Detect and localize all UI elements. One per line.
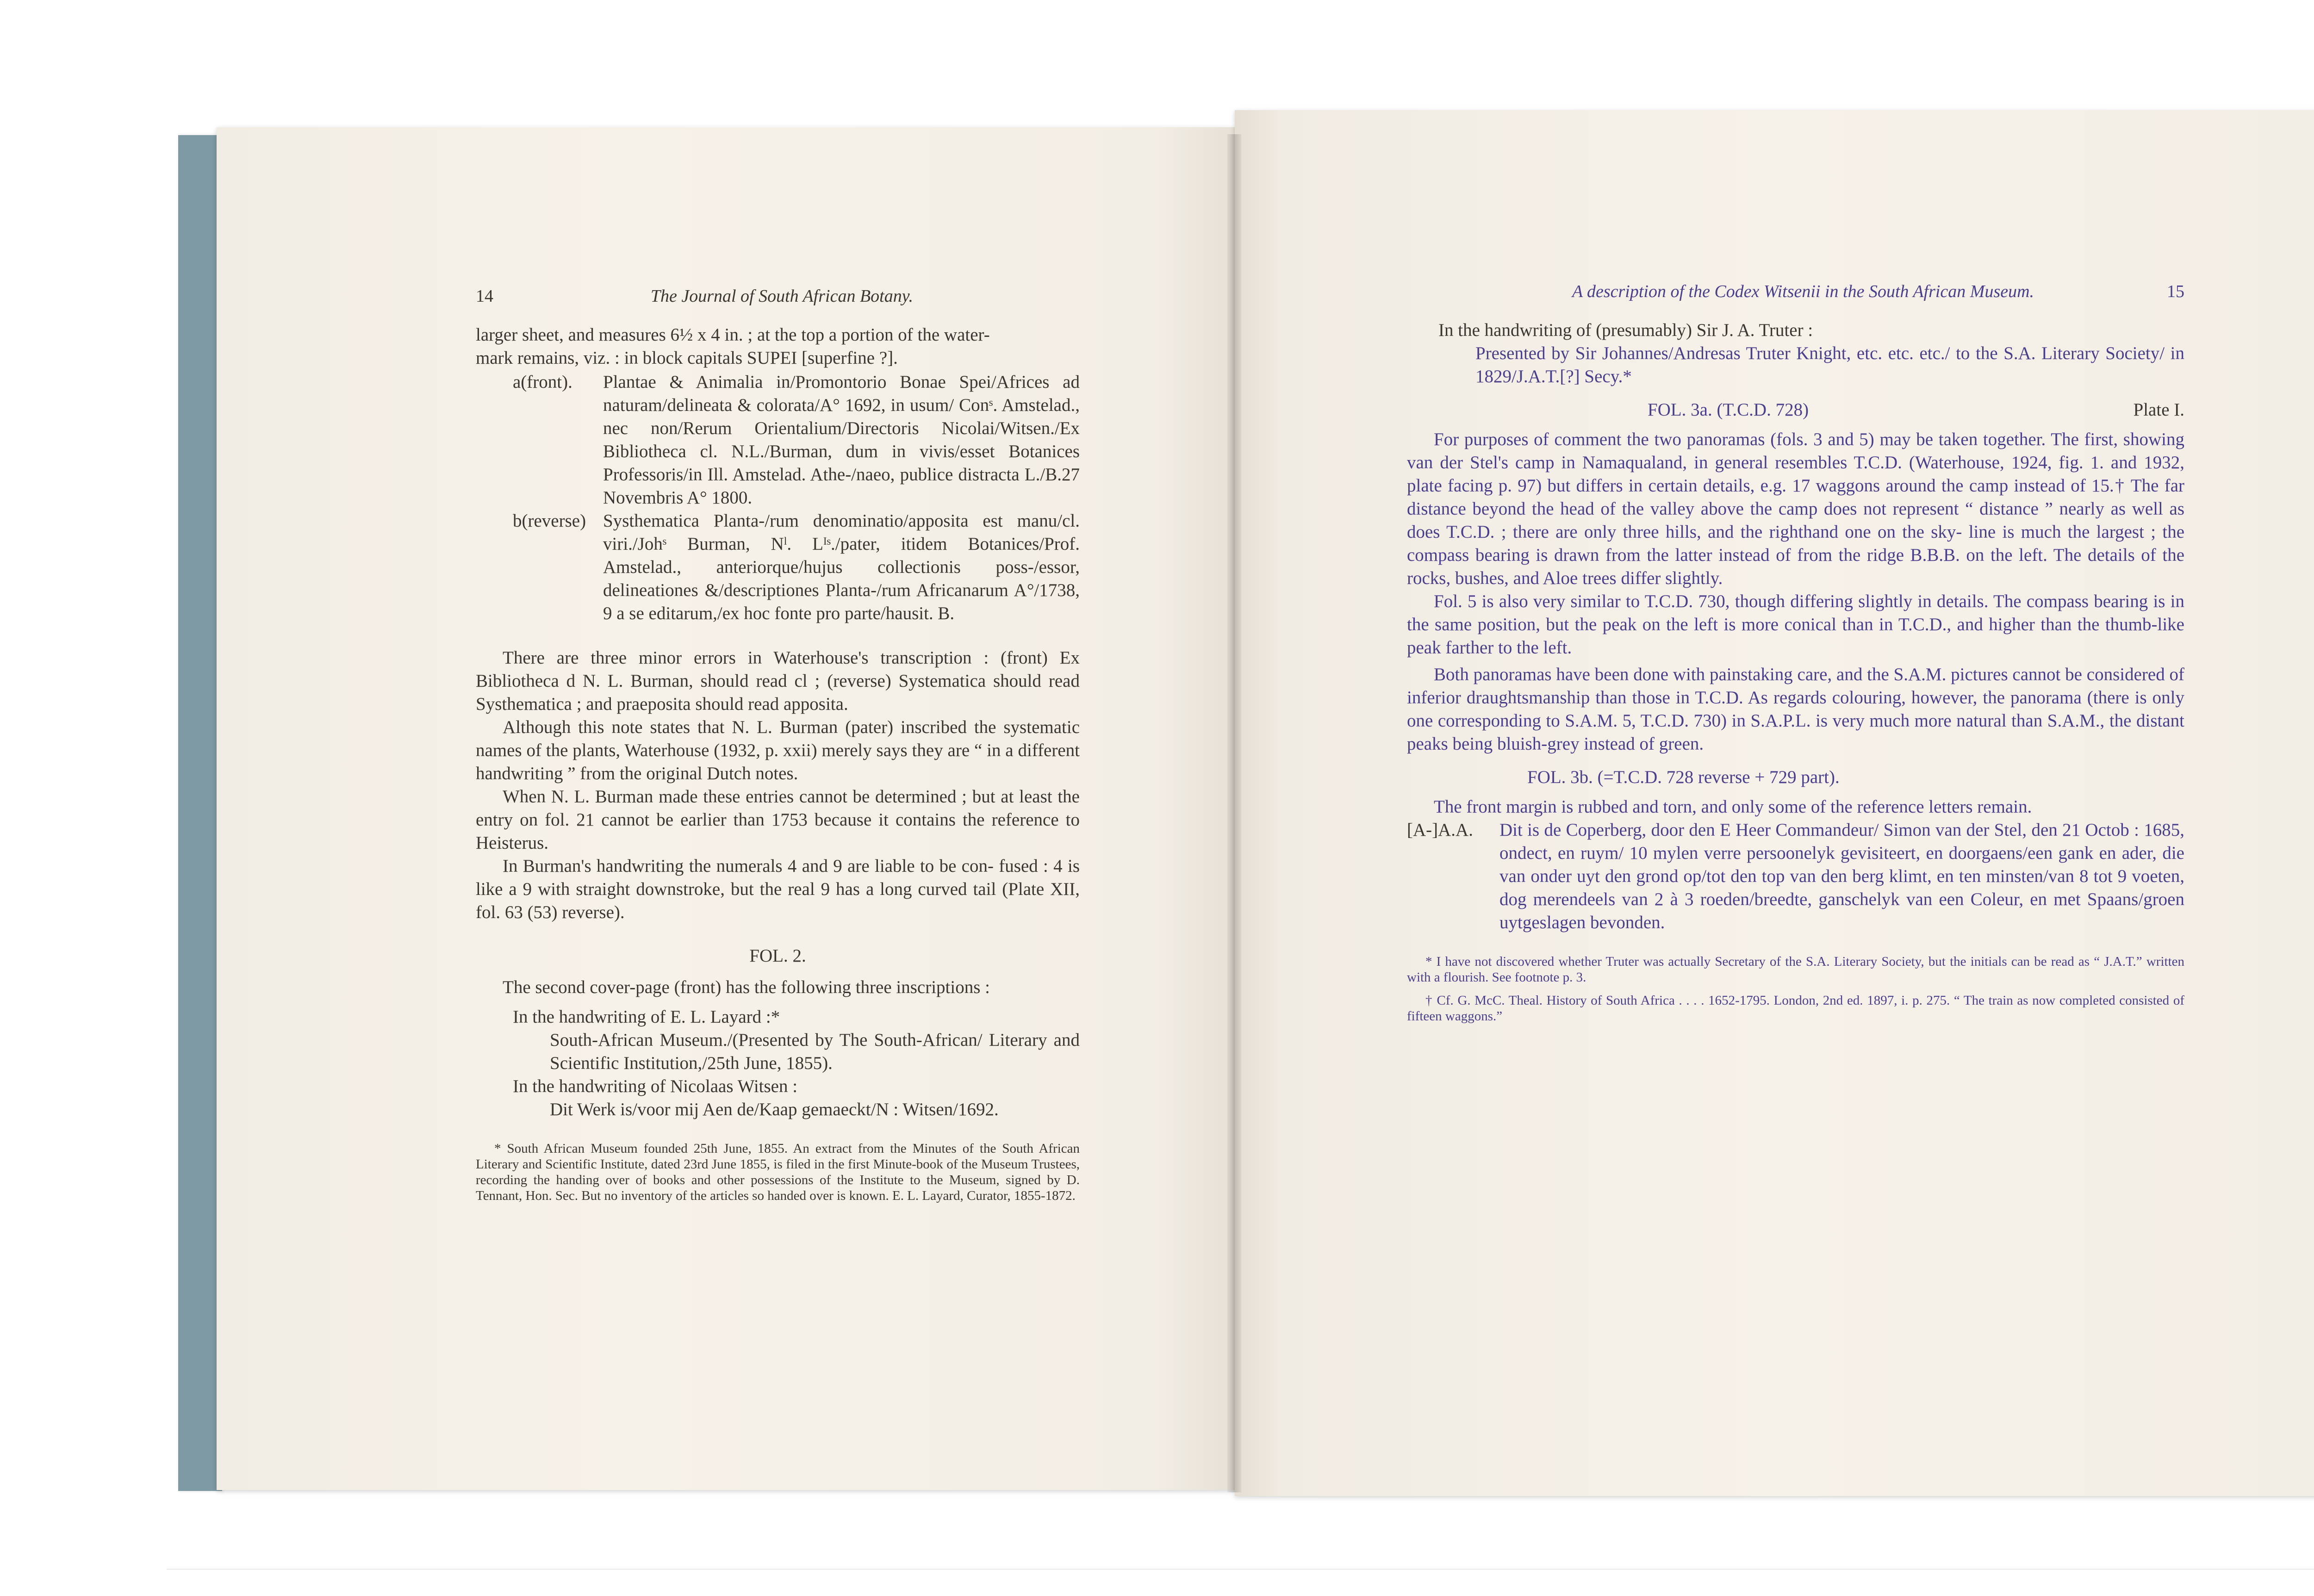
scan-edge-line [167, 1569, 2314, 1570]
fol-3a-heading [1407, 398, 2184, 422]
footnote-text: * South African Museum founded 25th June, 1855. An extract from the Minutes of the South African Literary and Scientific Institute, dated 23rd June 1855, is filed in the first Minute-book of the Museum Trustees, recording the handing over of books and other possessions of the Institute to the Museum, signed by D. Tennant, Hon. Sec. But no inventory of the articles so handed over is known. E. L. Layard, Curator, 1855-1872. [476, 1141, 1080, 1203]
paragraph: Although this note states that N. L. Burman (pater) inscribed the systematic names of the plants, Waterhouse (1932, p. xxii) merely says they are “ in a different handwriting ” from the original Dutch notes. [476, 717, 1080, 783]
paragraph: The front margin is rubbed and torn, and only some of the reference letters remain. [1434, 797, 2032, 817]
paragraph: There are three minor errors in Waterhouse's transcription : (front) Ex Bibliotheca d N. L. Burman, should read cl ; (reverse) Systematica should read Systhematica ; and praeposita should read apposita. [476, 648, 1080, 714]
paragraph: In Burman's handwriting the numerals 4 and 9 are liable to be con- fused : 4 is like a 9 with straight downstroke, but the real 9 has a long curved tail (Plate XII, fol. 63 (53) reverse). [476, 856, 1080, 922]
inscription-text: Presented by Sir Johannes/Andresas Truter Knight, etc. etc. etc./ to the S.A. Literary Society/ in 1829/J.A.T.[?] Secy.* [1475, 343, 2184, 386]
right-page-text [1407, 280, 2184, 1024]
running-head-title: The Journal of South African Botany. [650, 286, 913, 306]
intro-line: mark remains, viz. : in block capitals SUPEI [superfine ?]. [476, 348, 898, 368]
inscription-intro: In the handwriting of (presumably) Sir J. A. Truter : [1438, 320, 1813, 340]
right-running-head [1407, 280, 2184, 303]
inscription-text: Dit Werk is/voor mij Aen de/Kaap gemaeckt/N : Witsen/1692. [550, 1099, 999, 1119]
left-running-head [476, 285, 1080, 308]
inscription-intro: In the handwriting of E. L. Layard :* [513, 1007, 780, 1027]
plate-reference: Plate I. [2133, 400, 2184, 420]
footnotes [1407, 954, 2184, 1024]
entry-text: Plantae & Animalia in/Promontorio Bonae Spei/Africes ad naturam/delineata & colorata/A° 1692, in usum/ Conˢ. Amstelad., nec non/Rerum Orientalium/Directoris Nicolai/Witsen./Ex Bibliotheca cl. N.L./Burman, dum in vivis/esset Botanices Professoris/in Ill. Amstelad. Athe-/naeo, publice distracta L./B.27 Novembris A° 1800. [603, 372, 1080, 508]
book-spine [178, 135, 222, 1491]
paragraph: When N. L. Burman made these entries cannot be determined ; but at least the entry on fol. 21 cannot be earlier than 1753 because it contains the reference to Heisterus. [476, 787, 1080, 853]
book-gutter [1227, 134, 1241, 1492]
paragraph: Fol. 5 is also very similar to T.C.D. 730, though differing slightly in details. The compass bearing is in the same position, but the peak on the left is more conical than in T.C.D., and higher than the thumb-like peak farther to the left. [1407, 591, 2184, 658]
inscription-front [476, 371, 1080, 509]
inscription-reverse [476, 509, 1080, 625]
inscription-text: South-African Museum./(Presented by The South-African/ Literary and Scientific Institution,/25th June, 1855). [550, 1030, 1080, 1073]
left-page-text [476, 285, 1080, 1204]
page-number: 15 [2167, 282, 2184, 301]
footnote [476, 1141, 1080, 1204]
running-head-title: A description of the Codex Witsenii in the South African Museum. [1572, 282, 2034, 301]
footnote-text: * I have not discovered whether Truter was actually Secretary of the S.A. Literary Society, but the initials can be read as “ J.A.T.” written with a flourish. See footnote p. 3. [1407, 954, 2184, 985]
section-heading: FOL. 3a. (T.C.D. 728) [1648, 400, 1809, 420]
footnote-text: † Cf. G. McC. Theal. History of South Africa . . . . 1652-1795. London, 2nd ed. 1897, i. p. 275. “ The train as now completed consisted of fifteen waggons.” [1407, 993, 2184, 1024]
entry-label: b(reverse) [513, 511, 586, 531]
paragraph: Both panoramas have been done with painstaking care, and the S.A.M. pictures cannot be considered of inferior draughtsmanship than those in T.C.D. As regards colouring, however, the panorama (there is only one corresponding to S.A.M. 5, T.C.D. 730) in S.A.P.L. is very much more natural than S.A.M., the distant peaks being bluish-grey instead of green. [1407, 664, 2184, 754]
entry-text: Systhematica Planta-/rum denominatio/apposita est manu/cl. viri./Johˢ Burman, Nˡ. Lᴵˢ./pater, itidem Botanices/Prof. Amstelad., anteriorque/hujus collectionis poss-/essor, delineationes &/descriptiones Planta-/rum Africanarum A°/1738, 9 a se editarum,/ex hoc fonte pro parte/hausit. B. [603, 511, 1080, 623]
intro-line: larger sheet, and measures 6½ x 4 in. ; at the top a portion of the water- [476, 325, 990, 345]
coperberg-inscription [1407, 819, 2184, 934]
section-heading: FOL. 3b. (=T.C.D. 728 reverse + 729 part). [1527, 767, 1840, 787]
paragraph: The second cover-page (front) has the following three inscriptions : [503, 977, 990, 997]
page-number: 14 [476, 286, 493, 306]
entry-text: Dit is de Coperberg, door den E Heer Commandeur/ Simon van der Stel, den 21 Octob : 1685, ondect, en ruym/ 10 mylen verre persoonelyk gevisiteert, en doorgaens/een gank en ader, die van onder uyt den grond op/tot den top van den berg klimt, en ten minsten/van 8 tot 9 voeten, dog merendeels van 2 à 3 roeden/breedte, ganschelyk van een Coleur, en met Spaans/groen uytgeslagen bevonden. [1499, 820, 2184, 932]
paragraph: For purposes of comment the two panoramas (fols. 3 and 5) may be taken together. The first, showing van der Stel's camp in Namaqualand, in general resembles T.C.D. (Waterhouse, 1924, fig. 1. and 1932, plate facing p. 97) but differs in certain details, e.g. 17 waggons around the camp instead of 15.† The far distance beyond the head of the valley above the camp does not represent “ distance ” nearly as well as does T.C.D. ; there are only three hills, and the righthand one on the sky- line is much the largest ; the compass bearing is drawn from the latter instead of from the ridge B.B.B. on the left. The details of the rocks, bushes, and Aloe trees differ slightly. [1407, 429, 2184, 588]
entry-label: [A-]A.A. [1407, 820, 1473, 840]
entry-label: a(front). [513, 372, 572, 392]
inscription-intro: In the handwriting of Nicolaas Witsen : [513, 1076, 798, 1096]
section-heading: FOL. 2. [749, 946, 806, 966]
